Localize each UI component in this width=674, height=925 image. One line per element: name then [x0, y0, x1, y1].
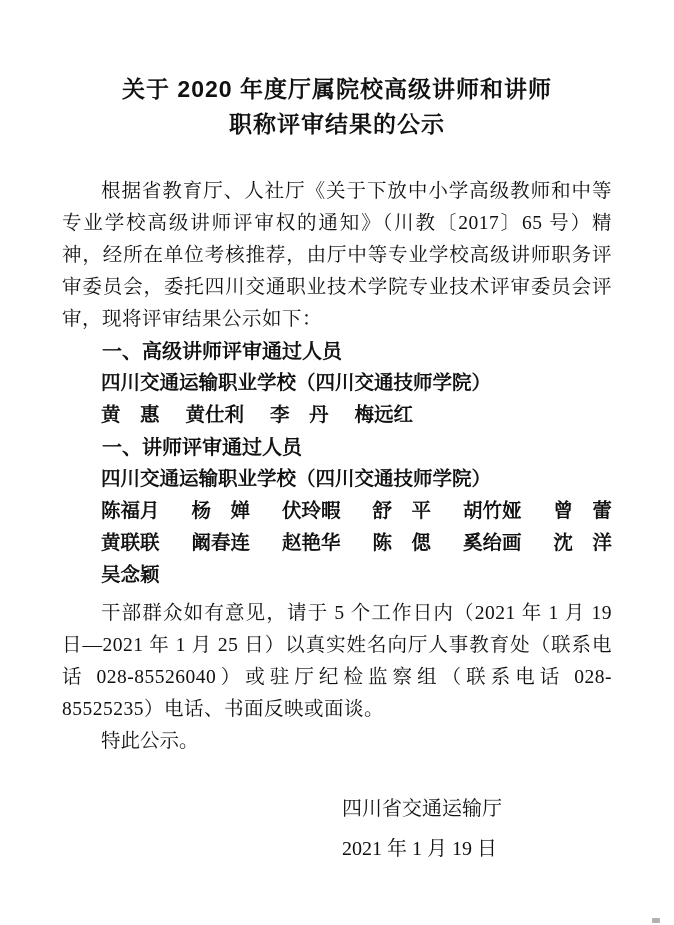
scan-artifact-speck: [652, 918, 660, 923]
person-name: 陈福月: [101, 501, 160, 522]
signature-org: 四川省交通运输厅: [342, 798, 502, 820]
section2-heading: 一、讲师评审通过人员: [102, 437, 302, 459]
intro-paragraph: 根据省教育厅、人社厅《关于下放中小学高级教师和中等专业学校高级讲师评审权的通知》（川教〔2017〕65 号）精神，经所在单位考核推荐，由厅中等专业学校高级讲师职务评审委员会，委托四川交通职业技术学院专业技术评审委员会评审，现将评审结果公示如下：: [62, 181, 612, 330]
feedback-paragraph: 干部群众如有意见，请于 5 个工作日内（2021 年 1 月 19 日—2021 年 1 月 25 日）以真实姓名向厅人事教育处（联系电话 028-85526040）或驻厅纪检监察组（联系电话 028-85525235）电话、书面反映或面谈。: [62, 603, 612, 720]
signature-date: 2021 年 1 月 19 日: [342, 838, 497, 860]
person-name: 黄 惠: [101, 405, 160, 426]
person-name: 黄联联: [101, 533, 160, 554]
person-name: 舒 平: [372, 501, 431, 522]
person-name: 曾 蕾: [553, 501, 612, 522]
person-name: 赵艳华: [281, 533, 341, 554]
person-name: 黄仕利: [185, 405, 245, 426]
section1-school: 四川交通运输职业学校（四川交通技师学院）: [101, 373, 492, 394]
section2-names-row-2: [101, 528, 612, 560]
section2-school: 四川交通运输职业学校（四川交通技师学院）: [101, 469, 492, 490]
person-name: 奚绐画: [462, 533, 522, 554]
document-title: [62, 0, 612, 142]
person-name: 阚春连: [191, 533, 250, 554]
person-name: 伏玲暇: [281, 501, 341, 522]
person-name: 梅远红: [354, 405, 414, 426]
section1-heading: 一、高级讲师评审通过人员: [102, 341, 342, 363]
section2-names-row-3: [101, 560, 612, 592]
person-name: 沈 洋: [553, 533, 612, 554]
signature-block: [62, 789, 612, 869]
person-name: 吴念颖: [101, 565, 160, 586]
person-name: 陈 偲: [372, 533, 431, 554]
section2-names-row-1: [101, 496, 612, 528]
document-title-line1: 关于 2020 年度厅属院校高级讲师和讲师: [122, 76, 552, 102]
document-title-line2: 职称评审结果的公示: [229, 111, 445, 137]
person-name: 胡竹娅: [462, 501, 522, 522]
person-name: 李 丹: [270, 405, 329, 426]
closing-line: 特此公示。: [101, 731, 199, 752]
section1-names-row: [101, 400, 612, 432]
person-name: 杨 婵: [191, 501, 250, 522]
